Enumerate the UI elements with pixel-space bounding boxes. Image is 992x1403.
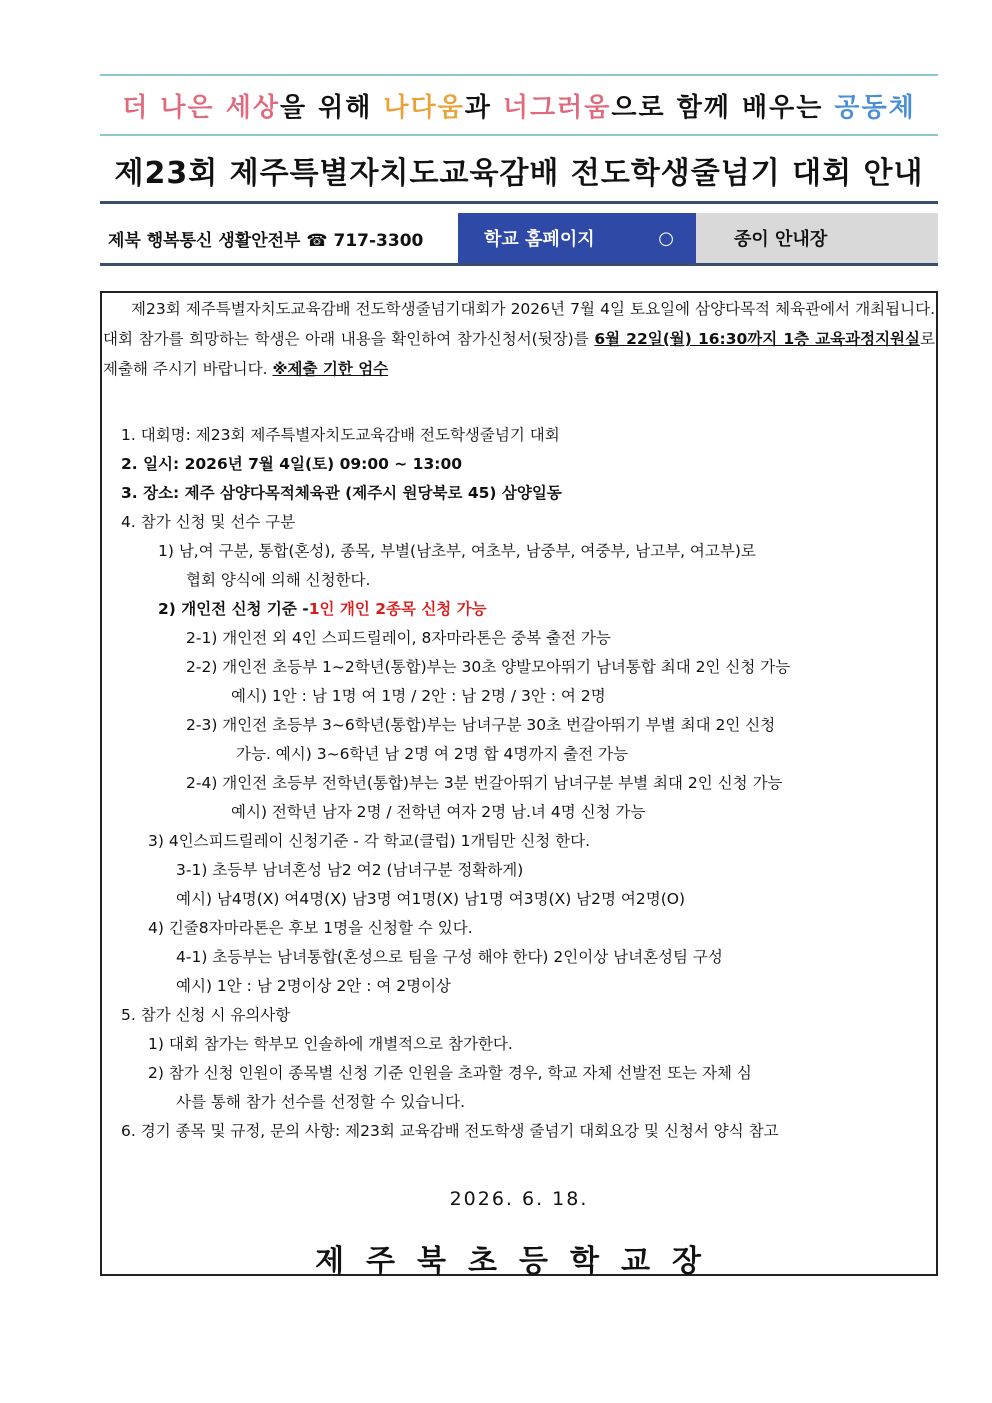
- deadline-note: ※제출 기한 엄수: [272, 360, 389, 378]
- item-2-3-cont: 가능. 예시) 3~6학년 남 2명 여 2명 합 4명까지 출전 가능: [236, 745, 629, 763]
- item-4-3: 3) 4인스피드릴레이 신청기준 - 각 학교(클럽) 1개팀만 신청 한다.: [148, 832, 591, 850]
- motto-banner: [100, 74, 938, 136]
- homepage-check-mark: ○: [658, 227, 674, 249]
- motto-segment: 함께 배우는: [676, 92, 835, 123]
- deadline-text: 6월 22일(월) 16:30까지 1층 교육과정지원실: [594, 330, 921, 348]
- item-5-2-cont: 사를 통해 참가 선수를 선정할 수 있습니다.: [176, 1093, 466, 1111]
- item-2-4-example: 예시) 전학년 남자 2명 / 전학년 여자 2명 남.녀 4명 신청 가능: [231, 803, 646, 821]
- title-divider: [100, 201, 938, 204]
- item-3-1-example: 예시) 남4명(X) 여4명(X) 남3명 여1명(X) 남1명 여3명(X) 남2명 여2명(O): [176, 890, 686, 908]
- item-2-4: 2-4) 개인전 초등부 전학년(통합)부는 3분 번갈아뛰기 남녀구분 부별 최대 2인 신청 가능: [186, 774, 783, 792]
- item-4-2-label: 2) 개인전 신청 기준 -: [158, 600, 309, 618]
- intro-paragraph: [103, 294, 935, 384]
- item-3: 3. 장소: 제주 삼양다목적체육관 (제주시 원당북로 45) 삼양일동: [121, 484, 562, 502]
- notice-date: 2026. 6. 18.: [449, 1188, 589, 1210]
- motto-segment: 공동체: [834, 92, 916, 123]
- item-2-2-example: 예시) 1안 : 남 1명 여 1명 / 2안 : 남 2명 / 3안 : 여 2명: [231, 687, 606, 705]
- newsletter-contact: 제북 행복통신 생활안전부 ☎ 717-3300: [108, 230, 424, 251]
- item-5: 5. 참가 신청 시 유의사항: [121, 1006, 291, 1024]
- item-2-1: 2-1) 개인전 외 4인 스피드릴레이, 8자마라톤은 중복 출전 가능: [186, 629, 611, 647]
- item-4-1-cont: 협회 양식에 의해 신청한다.: [186, 571, 371, 589]
- intro-text-2: 로 제출해 주시기 바랍니다.: [103, 330, 935, 378]
- item-3-1: 3-1) 초등부 남녀혼성 남2 여2 (남녀구분 정확하게): [176, 861, 524, 879]
- motto-segment: 과: [464, 92, 503, 123]
- motto-segment: 너그러움: [502, 92, 612, 123]
- item-4-4-example: 예시) 1안 : 남 2명이상 2안 : 여 2명이상: [176, 977, 452, 995]
- item-4-1: 1) 남,여 구분, 통합(혼성), 종목, 부별(남초부, 여초부, 남중부, 여중부, 남고부, 여고부)로: [158, 542, 756, 560]
- homepage-tab[interactable]: [458, 213, 696, 263]
- item-1: 1. 대회명: 제23회 제주특별자치도교육감배 전도학생줄넘기 대회: [121, 426, 560, 444]
- motto-segment: 으로: [611, 92, 677, 123]
- motto-segment: 더 나은 세상: [122, 92, 280, 123]
- info-bar: [100, 213, 938, 266]
- motto-segment: 나다움: [383, 92, 465, 123]
- school-motto: [122, 87, 915, 124]
- item-5-1: 1) 대회 참가는 학부모 인솔하에 개별적으로 참가한다.: [148, 1035, 513, 1053]
- item-5-2: 2) 참가 신청 인원이 종목별 신청 기준 인원을 초과할 경우, 학교 자체 선발전 또는 자체 심: [148, 1064, 752, 1082]
- homepage-label: 학교 홈페이지: [484, 229, 595, 250]
- item-2-3: 2-3) 개인전 초등부 3~6학년(통합)부는 남녀구분 30초 번갈아뛰기 부별 최대 2인 신청: [186, 716, 776, 734]
- intro-text: 제23회 제주특별자치도교육감배 전도학생줄넘기대회가 2026년 7월 4일 토요일에 삼양다목적 체육관에서 개최됩니다. 대회 참가를 희망하는 학생은 아래 내용을 확인하여 참가신청서(뒷장)를: [103, 300, 935, 348]
- item-4: 4. 참가 신청 및 선수 구분: [121, 513, 296, 531]
- item-4-2: [158, 598, 487, 620]
- item-2: 2. 일시: 2026년 7월 4일(토) 09:00 ~ 13:00: [121, 455, 463, 473]
- paper-notice-label: 종이 안내장: [734, 229, 828, 250]
- item-6: 6. 경기 종목 및 규정, 문의 사항: 제23회 교육감배 전도학생 줄넘기 대회요강 및 신청서 양식 참고: [121, 1122, 779, 1140]
- motto-segment: 을 위해: [279, 92, 384, 123]
- item-4-2-highlight: 1인 개인 2종목 신청 가능: [308, 600, 487, 618]
- item-4-4: 4) 긴줄8자마라톤은 후보 1명을 신청할 수 있다.: [148, 919, 473, 937]
- item-4-4-1: 4-1) 초등부는 남녀통합(혼성으로 팀을 구성 해야 한다) 2인이상 남녀혼성팀 구성: [176, 948, 723, 966]
- principal-signature: 제주북초등학교장: [315, 1244, 723, 1279]
- item-2-2: 2-2) 개인전 초등부 1~2학년(통합)부는 30초 양발모아뛰기 남녀통합 최대 2인 신청 가능: [186, 658, 791, 676]
- paper-notice-tab[interactable]: [696, 213, 938, 263]
- page-title: 제23회 제주특별자치도교육감배 전도학생줄넘기 대회 안내: [114, 156, 924, 191]
